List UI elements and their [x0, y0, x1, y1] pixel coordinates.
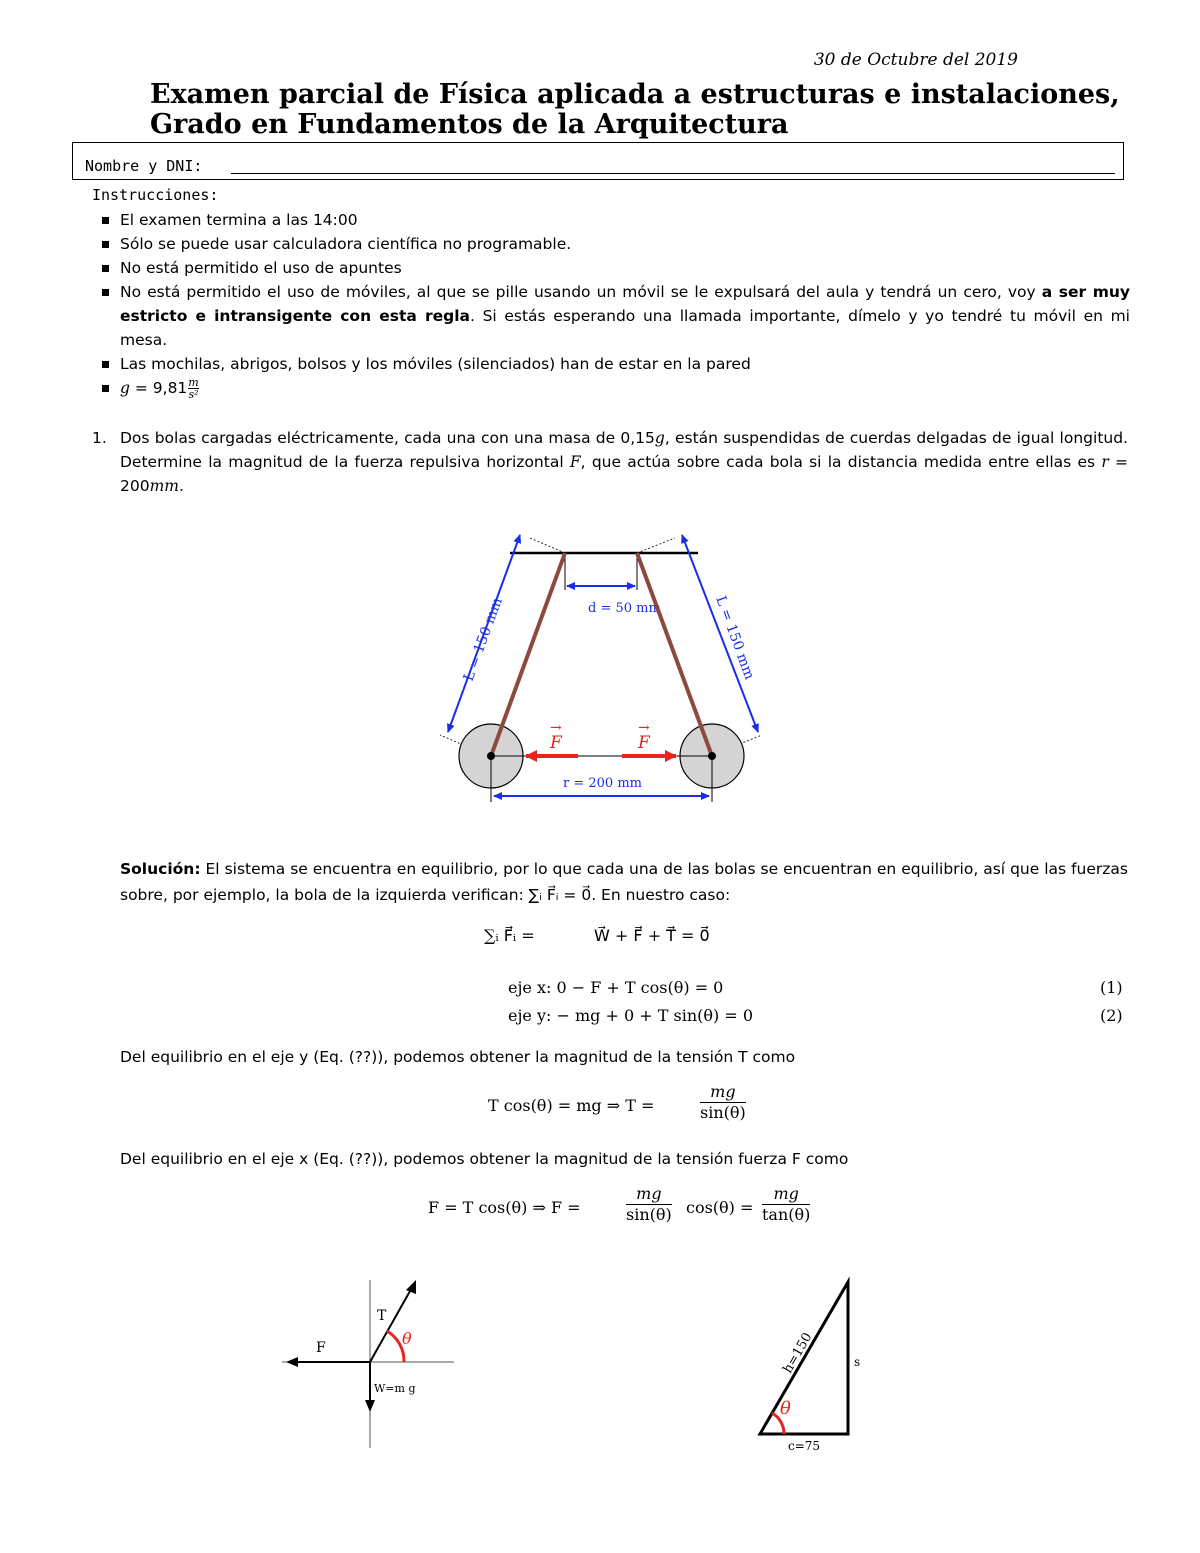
eq-force-fraction-1 — [626, 1184, 672, 1225]
instruction-item: No está permitido el uso de apuntes — [100, 256, 1130, 280]
q1-text-e: . — [179, 477, 184, 495]
gravity-unit-num: m — [188, 376, 199, 389]
q1-var-r: r — [1101, 453, 1109, 471]
eq-tension-lhs: T cos(θ) = mg ⇒ T = — [488, 1096, 655, 1115]
instructions-list — [100, 208, 1130, 400]
label-s: s — [854, 1355, 861, 1369]
title-line-1: Examen parcial de Física aplicada a estructuras e instalaciones, — [150, 79, 1120, 110]
label-theta: θ — [402, 1329, 412, 1348]
eq-force-den-1: sin(θ) — [626, 1205, 672, 1224]
figure-suspended-balls — [420, 520, 780, 810]
label-F-right: F — [638, 733, 650, 753]
eq-tension-fraction — [700, 1082, 746, 1123]
gravity-unit — [188, 377, 198, 400]
instruction-item — [100, 376, 1130, 400]
gravity-symbol: g — [120, 379, 130, 397]
gravity-value: = 9,81 — [129, 379, 188, 397]
eq-force-num-1: mg — [626, 1184, 672, 1205]
label-L-right: L = 150 mm — [712, 593, 758, 682]
label-F-left: F — [550, 733, 562, 753]
solution-text-3: Del equilibrio en el eje x (Eq. (??)), podemos obtener la magnitud de la tensión fuerza F como — [120, 1150, 849, 1168]
question-1 — [92, 426, 1128, 498]
label-T: T — [377, 1308, 387, 1324]
label-h: h=150 — [780, 1330, 816, 1376]
instruction-item — [100, 280, 1130, 352]
solution-text-2: Del equilibrio en el eje y (Eq. (??)), podemos obtener la magnitud de la tensión T como — [120, 1048, 796, 1066]
eq-tension-num: mg — [700, 1082, 746, 1103]
label-d: d = 50 mm — [588, 601, 661, 616]
title-line-2: Grado en Fundamentos de la Arquitectura — [150, 109, 789, 140]
eq-sum-rhs: W⃗ + F⃗ + T⃗ = 0⃗ — [594, 926, 710, 945]
label-r: r = 200 mm — [563, 776, 642, 791]
eq-y-axis: eje y: − mg + 0 + T sin(θ) = 0 — [508, 1006, 754, 1025]
vector-arrow-glyph: → — [638, 720, 650, 736]
solution-label: Solución: — [120, 860, 201, 878]
q1-text-a: Dos bolas cargadas eléctricamente, cada una con una masa de 0,15 — [120, 429, 655, 447]
q1-unit-g: g — [654, 429, 665, 447]
label-theta: θ — [780, 1398, 791, 1419]
weight-arrowhead — [365, 1400, 375, 1412]
q1-text-d: = 200 — [120, 453, 1129, 495]
eq-sum-lhs: ∑ᵢ F⃗ᵢ = — [484, 926, 535, 945]
eq-x-axis: eje x: 0 − F + T cos(θ) = 0 — [508, 978, 724, 997]
eq-force-fraction-2 — [762, 1184, 810, 1225]
eq-force-num-2: mg — [762, 1184, 810, 1205]
q1-text-b: , están suspendidas de cuerdas delgadas de igual longitud. Determine la magnitud de la fuerza repulsiva horizontal — [120, 429, 1128, 471]
guide-dash — [637, 538, 675, 553]
label-c: c=75 — [788, 1439, 821, 1453]
eq-force-mid: cos(θ) = — [686, 1198, 754, 1217]
instruction-item: Sólo se puede usar calculadora científica no programable. — [100, 232, 1130, 256]
exam-date: 30 de Octubre del 2019 — [813, 50, 1018, 70]
instruction-4-bold: a ser muy estricto e intransigente con esta regla — [120, 283, 1130, 325]
label-L-left: L = 150 mm — [460, 595, 506, 684]
label-W: W=m g — [374, 1382, 416, 1395]
label-F: F — [316, 1340, 326, 1356]
q1-var-f: F — [569, 453, 581, 471]
eq-force-lhs: F = T cos(θ) ⇒ F = — [428, 1198, 581, 1217]
solution-paragraph — [120, 856, 1128, 908]
instruction-4-pre: No está permitido el uso de móviles, al que se pille usando un móvil se le expulsará del aula y tendrá un cero, voy — [120, 283, 1036, 301]
question-text — [120, 426, 1128, 498]
gravity-unit-den: s² — [188, 388, 199, 401]
figure-free-body — [280, 1274, 460, 1452]
question-number: 1. — [92, 429, 107, 447]
eq-force-den-2: tan(θ) — [762, 1205, 811, 1224]
instruction-item: Las mochilas, abrigos, bolsos y los móviles (silenciados) han de estar en la pared — [100, 352, 1130, 376]
force-arrowhead — [286, 1357, 298, 1367]
instruction-4-post: . Si estás esperando una llamada importante, dímelo y yo tendré tu móvil en mi mesa. — [120, 307, 1130, 349]
exam-title — [150, 80, 1120, 140]
name-dni-label: Nombre y DNI: — [85, 157, 203, 175]
name-dni-box — [72, 142, 1124, 180]
name-dni-line[interactable] — [231, 173, 1115, 174]
vector-arrow-glyph: → — [550, 720, 562, 736]
tension-arrowhead — [406, 1280, 416, 1294]
eq-y-tag: (2) — [1100, 1006, 1123, 1025]
figure-right-triangle — [750, 1274, 880, 1464]
guide-dash — [530, 538, 565, 553]
q1-unit-mm: mm — [149, 477, 179, 495]
ball-right-centre — [708, 752, 716, 760]
solution-text-1: El sistema se encuentra en equilibrio, por lo que cada una de las bolas se encuentran en equilibrio, así que las fuerzas sobre, por ejemplo, la bola de la izquierda verifican: ∑ᵢ F⃗ᵢ = 0⃗. En nuestro caso: — [120, 860, 1128, 904]
instructions-heading: Instrucciones: — [92, 186, 219, 204]
eq-tension-den: sin(θ) — [700, 1103, 746, 1122]
ball-left-centre — [487, 752, 495, 760]
eq-x-tag: (1) — [1100, 978, 1123, 997]
triangle — [760, 1282, 848, 1434]
instruction-item: El examen termina a las 14:00 — [100, 208, 1130, 232]
q1-text-c: , que actúa sobre cada bola si la distancia medida entre ellas es — [580, 453, 1102, 471]
